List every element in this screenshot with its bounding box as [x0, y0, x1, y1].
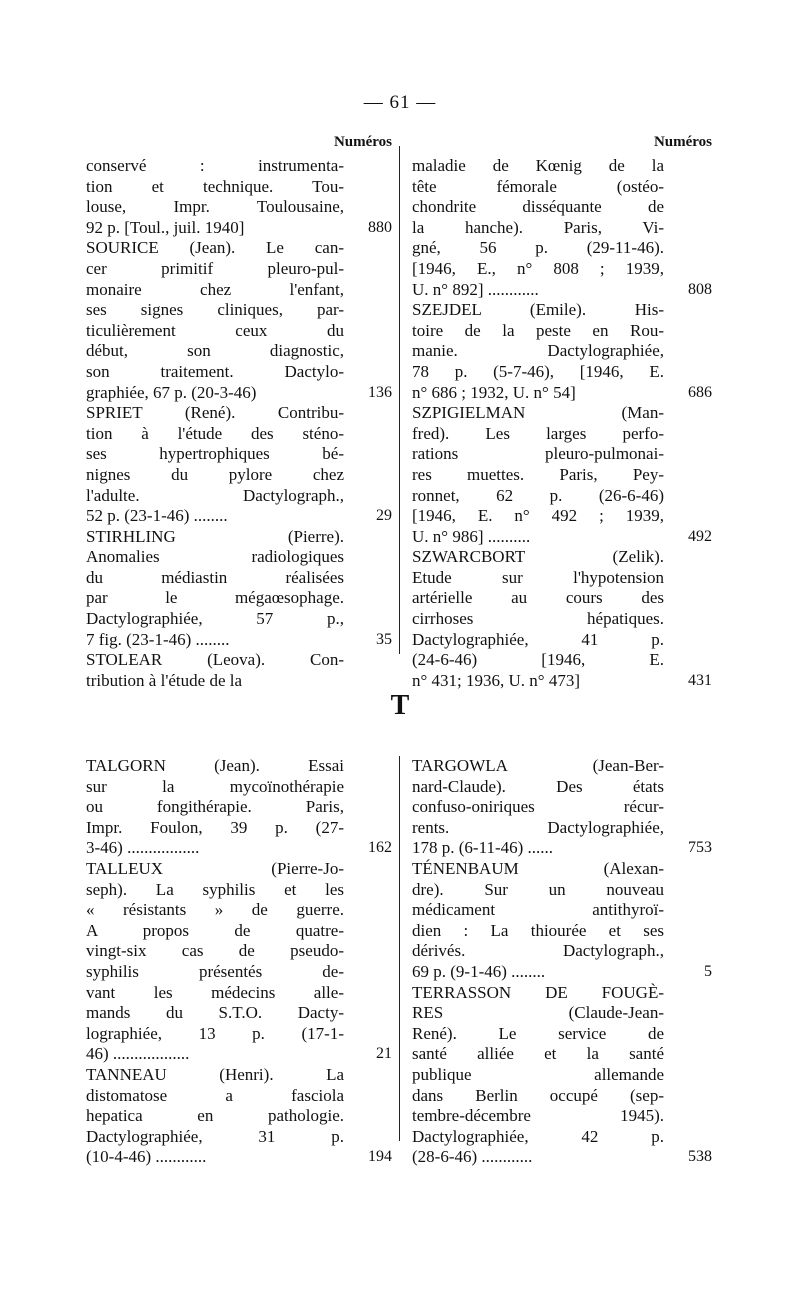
entry-line: 3-46) .................: [86, 838, 200, 858]
entry-line: U. n° 892] ............: [412, 279, 539, 299]
entry-line: nard-Claude). Des états: [412, 776, 664, 796]
entry-line: « résistants » de guerre.: [86, 900, 344, 920]
entry-line: U. n° 986] ..........: [412, 526, 531, 546]
page-number: — 61 —: [363, 92, 437, 113]
entry-number: 35: [376, 630, 392, 648]
entry-line: cirrhoses hépatiques.: [412, 609, 664, 629]
entry-line: n° 431; 1936, U. n° 473]: [412, 670, 581, 690]
entry-line: ses signes cliniques, par-: [86, 300, 344, 320]
entry-line: TERRASSON DE FOUGÈ-: [412, 982, 664, 1002]
entry-line: nignes du pylore chez: [86, 464, 344, 484]
entry-number: 753: [688, 839, 712, 857]
entry-line: dre). Sur un nouveau: [412, 879, 664, 899]
entry-line: rations pleuro-pulmonai-: [412, 444, 664, 464]
bibliography-entry: [86, 156, 392, 238]
entry-line: René). Le service de: [412, 1023, 664, 1043]
entry-line: 92 p. [Toul., juil. 1940]: [86, 217, 245, 237]
entry-line: début, son diagnostic,: [86, 341, 344, 361]
bibliography-entry: [86, 650, 392, 691]
bibliography-entry: [412, 403, 712, 547]
column-header-left: Numéros: [333, 134, 392, 150]
entry-line: SPRIET (René). Contribu-: [86, 403, 344, 423]
entry-line: ses hypertrophiques bé-: [86, 444, 344, 464]
entry-number: 136: [368, 383, 392, 401]
entry-line: 69 p. (9-1-46) ........: [412, 961, 546, 981]
entry-line: dérivés. Dactylograph.,: [412, 941, 664, 961]
entry-line: tion à l'étude des sténo-: [86, 423, 344, 443]
entry-line: [1946, E., n° 808 ; 1939,: [412, 258, 664, 278]
entry-number: 29: [376, 507, 392, 525]
entry-line: mands du S.T.O. Dacty-: [86, 1003, 344, 1023]
bibliography-entry: [412, 859, 712, 983]
entry-line: Impr. Foulon, 39 p. (27-: [86, 817, 344, 837]
entry-line: Etude sur l'hypotension: [412, 567, 664, 587]
entry-line: vingt-six cas de pseudo-: [86, 941, 344, 961]
entry-line: distomatose a fasciola: [86, 1085, 344, 1105]
entry-line: vant les médecins alle-: [86, 982, 344, 1002]
entry-line: tembre-décembre 1945).: [412, 1106, 664, 1126]
bibliography-entry: [86, 756, 392, 859]
entry-line: seph). La syphilis et les: [86, 879, 344, 899]
entry-line: maladie de Kœnig de la: [412, 156, 664, 175]
entry-number: 686: [688, 383, 712, 401]
entry-number: 492: [688, 527, 712, 545]
entry-number: 808: [688, 280, 712, 298]
bibliography-entry: [86, 527, 392, 651]
entry-line: par le mégaœsophage.: [86, 588, 344, 608]
bibliography-entry: [86, 1065, 392, 1168]
entry-line: (28-6-46) ............: [412, 1147, 533, 1167]
entry-line: 178 p. (6-11-46) ......: [412, 838, 554, 858]
entry-line: RES (Claude-Jean-: [412, 1003, 664, 1023]
entry-line: graphiée, 67 p. (20-3-46): [86, 382, 257, 402]
entry-line: TANNEAU (Henri). La: [86, 1064, 344, 1084]
entry-line: ticulièrement ceux du: [86, 320, 344, 340]
entry-line: (24-6-46) [1946, E.: [412, 650, 664, 670]
entry-line: artérielle au cours des: [412, 588, 664, 608]
column-bottom-left: [86, 756, 392, 1168]
entry-line: dans Berlin occupé (sep-: [412, 1085, 664, 1105]
entry-line: rents. Dactylographiée,: [412, 817, 664, 837]
entry-line: res muettes. Paris, Pey-: [412, 464, 664, 484]
entry-number: 431: [688, 671, 712, 689]
bibliography-entry: [86, 859, 392, 1065]
entry-line: confuso-oniriques récur-: [412, 797, 664, 817]
entry-line: tribution à l'étude de la: [86, 670, 243, 690]
entry-number: 21: [376, 1045, 392, 1063]
entry-number: 538: [688, 1148, 712, 1166]
entry-line: A propos de quatre-: [86, 920, 344, 940]
entry-line: (10-4-46) ............: [86, 1147, 207, 1167]
entry-number: 5: [704, 962, 712, 980]
entry-line: santé alliée et la santé: [412, 1044, 664, 1064]
section-letter: T: [390, 690, 410, 721]
bibliography-entry: [412, 300, 712, 403]
bibliography-entry: [86, 403, 392, 527]
entry-line: SOURICE (Jean). Le can-: [86, 238, 344, 258]
entry-line: SZPIGIELMAN (Man-: [412, 403, 664, 423]
bibliography-entry: [412, 983, 712, 1168]
entry-line: toire de la peste en Rou-: [412, 320, 664, 340]
bibliography-entry: [412, 756, 712, 859]
entry-line: TALLEUX (Pierre-Jo-: [86, 858, 344, 878]
entry-line: Dactylographiée, 31 p.: [86, 1126, 344, 1146]
entry-line: la hanche). Paris, Vi-: [412, 217, 664, 237]
entry-line: manie. Dactylographiée,: [412, 341, 664, 361]
entry-line: chondrite disséquante de: [412, 197, 664, 217]
entry-line: 7 fig. (23-1-46) ........: [86, 629, 230, 649]
entry-line: sur la mycoïnothérapie: [86, 776, 344, 796]
bibliography-entry: [412, 156, 712, 300]
entry-line: louse, Impr. Toulousaine,: [86, 197, 344, 217]
entry-line: son traitement. Dactylo-: [86, 361, 344, 381]
entry-line: fred). Les larges perfo-: [412, 423, 664, 443]
entry-line: 46) ..................: [86, 1044, 190, 1064]
entry-line: TARGOWLA (Jean-Ber-: [412, 756, 664, 775]
entry-line: publique allemande: [412, 1064, 664, 1084]
entry-line: ou fongithérapie. Paris,: [86, 797, 344, 817]
entry-line: SZEJDEL (Emile). His-: [412, 300, 664, 320]
entry-line: STIRHLING (Pierre).: [86, 526, 344, 546]
column-header-right: Numéros: [653, 134, 712, 150]
column-top-left: [86, 134, 392, 691]
entry-line: STOLEAR (Leova). Con-: [86, 650, 344, 670]
entry-line: Dactylographiée, 42 p.: [412, 1126, 664, 1146]
entry-line: tête fémorale (ostéo-: [412, 176, 664, 196]
entry-line: [1946, E. n° 492 ; 1939,: [412, 506, 664, 526]
entry-line: dien : La thiourée et ses: [412, 920, 664, 940]
bibliography-entry: [86, 238, 392, 403]
column-divider-top: [399, 146, 400, 654]
entry-line: 52 p. (23-1-46) ........: [86, 506, 228, 526]
column-top-right: [412, 134, 712, 691]
entry-line: 78 p. (5-7-46), [1946, E.: [412, 361, 664, 381]
entry-line: cer primitif pleuro-pul-: [86, 258, 344, 278]
bibliography-entry: [412, 547, 712, 691]
entry-line: lographiée, 13 p. (17-1-: [86, 1023, 344, 1043]
entry-line: Dactylographiée, 41 p.: [412, 629, 664, 649]
entry-line: ronnet, 62 p. (26-6-46): [412, 485, 664, 505]
entry-line: du médiastin réalisées: [86, 567, 344, 587]
entry-line: l'adulte. Dactylograph.,: [86, 485, 344, 505]
entry-line: TALGORN (Jean). Essai: [86, 756, 344, 775]
column-bottom-right: [412, 756, 712, 1168]
entry-number: 194: [368, 1148, 392, 1166]
entry-line: gné, 56 p. (29-11-46).: [412, 238, 664, 258]
entry-line: hepatica en pathologie.: [86, 1106, 344, 1126]
column-divider-bottom: [399, 756, 400, 1141]
entry-line: n° 686 ; 1932, U. n° 54]: [412, 382, 576, 402]
entry-line: TÉNENBAUM (Alexan-: [412, 858, 664, 878]
entry-line: médicament antithyroï-: [412, 900, 664, 920]
entry-line: monaire chez l'enfant,: [86, 279, 344, 299]
entry-number: 880: [368, 218, 392, 236]
entry-line: SZWARCBORT (Zelik).: [412, 547, 664, 567]
entry-line: Dactylographiée, 57 p.,: [86, 609, 344, 629]
entry-line: Anomalies radiologiques: [86, 547, 344, 567]
entry-number: 162: [368, 839, 392, 857]
entry-line: tion et technique. Tou-: [86, 176, 344, 196]
entry-line: syphilis présentés de-: [86, 961, 344, 981]
entry-line: conservé : instrumenta-: [86, 156, 344, 175]
